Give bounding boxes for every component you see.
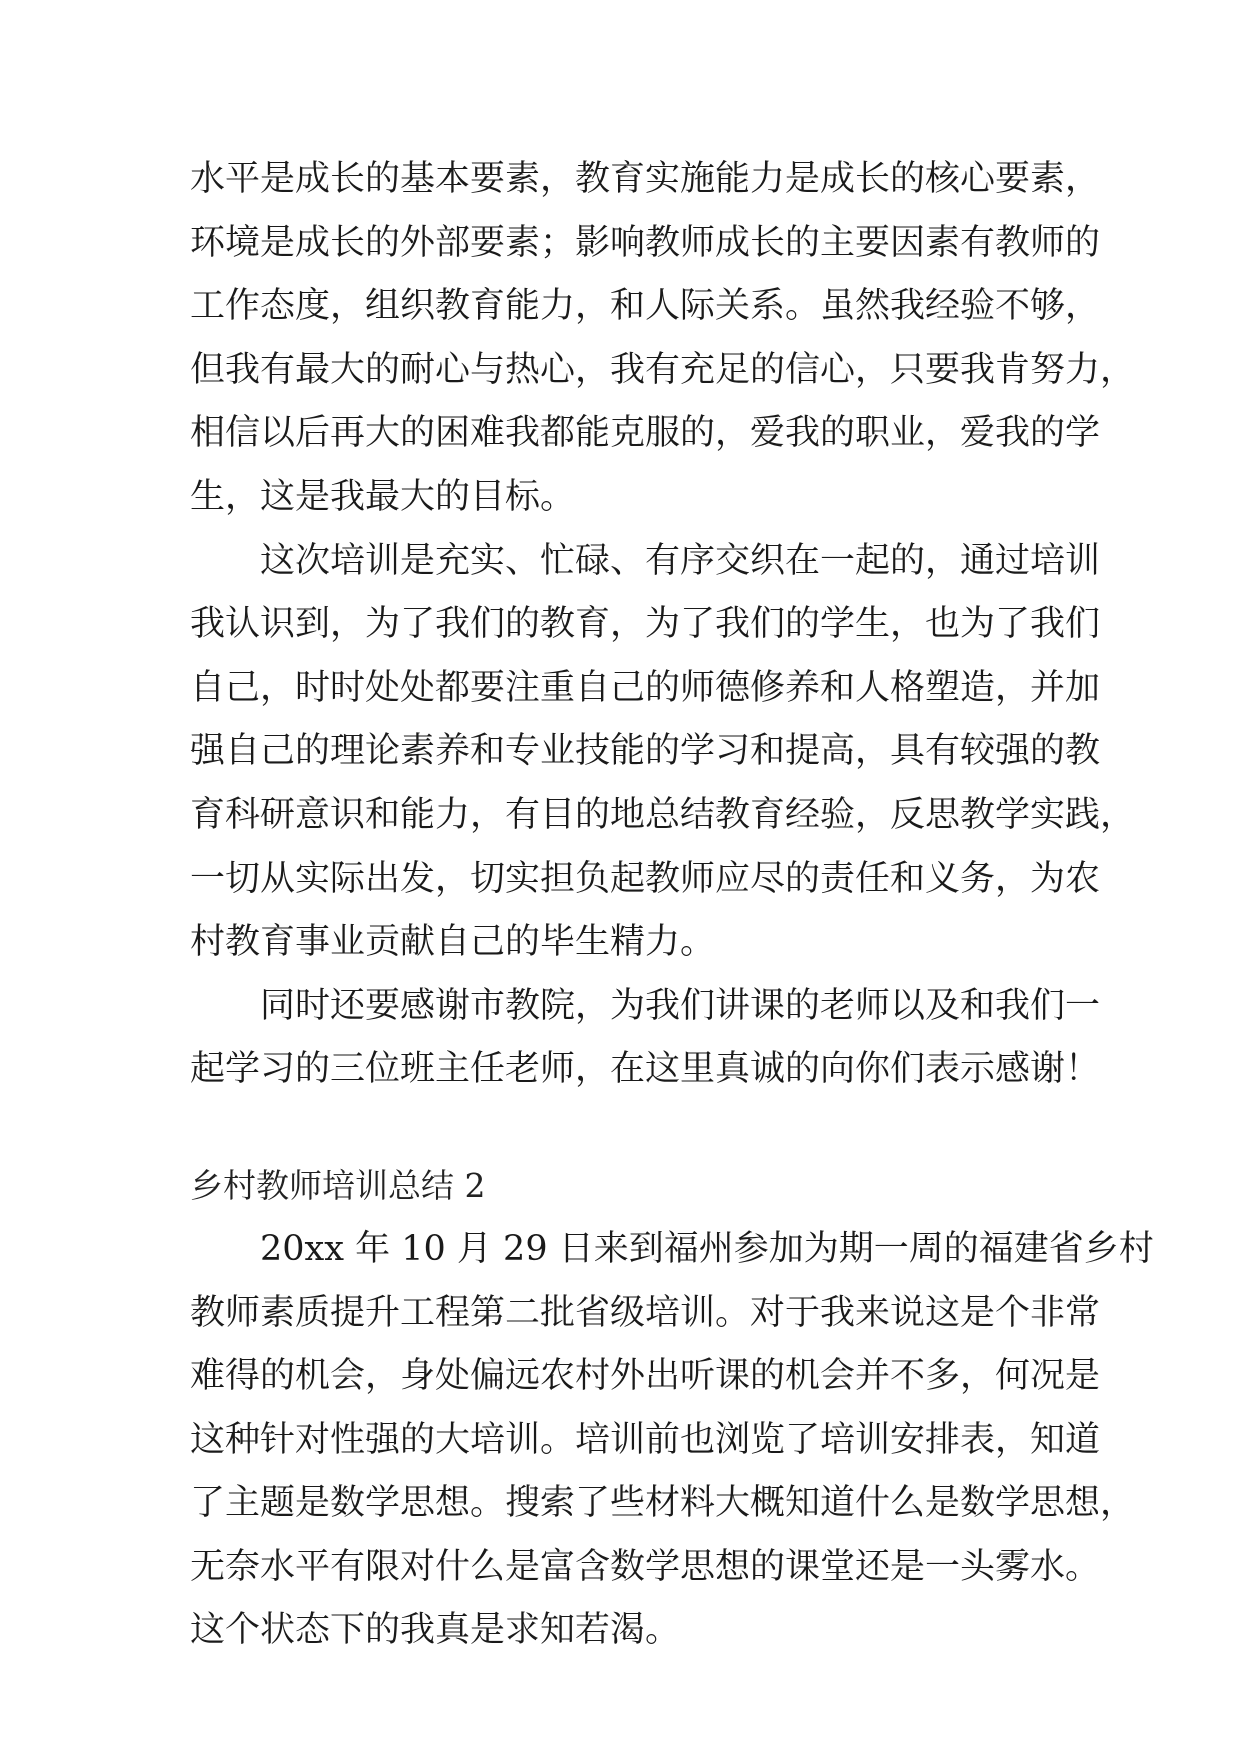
text-line: 难得的机会，身处偏远农村外出听课的机会并不多，何况是 (190, 1356, 1101, 1397)
text-line: 教师素质提升工程第二批省级培训。对于我来说这是个非常 (190, 1292, 1101, 1333)
text-line: 这个状态下的我真是求知若渴。 (190, 1610, 681, 1651)
text-line: 了主题是数学思想。搜索了些材料大概知道什么是数学思想， (190, 1483, 1136, 1524)
paragraph (190, 148, 1136, 530)
text-line: 环境是成长的外部要素；影响教师成长的主要因素有教师的 (190, 222, 1101, 263)
text-line: 20xx 年 10 月 29 日来到福州参加为期一周的福建省乡村 (260, 1228, 1154, 1269)
document-body (190, 148, 1154, 1663)
paragraph (190, 975, 1101, 1102)
text-line: 强自己的理论素养和专业技能的学习和提高，具有较强的教 (190, 731, 1101, 772)
text-line: 自己，时时处处都要注重自己的师德修养和人格塑造，并加 (190, 667, 1101, 708)
paragraph (190, 530, 1136, 975)
text-line: 但我有最大的耐心与热心，我有充足的信心，只要我肯努力， (190, 349, 1136, 390)
text-line: 这次培训是充实、忙碌、有序交织在一起的，通过培训 (260, 540, 1101, 581)
text-line: 相信以后再大的困难我都能克服的，爱我的职业，爱我的学 (190, 413, 1101, 454)
section-spacer (190, 1102, 1070, 1154)
text-line: 起学习的三位班主任老师，在这里真诚的向你们表示感谢！ (190, 1049, 1101, 1090)
text-line: 村教育事业贡献自己的毕生精力。 (190, 922, 716, 963)
paragraph (190, 1218, 1154, 1663)
text-line: 这种针对性强的大培训。培训前也浏览了培训安排表，知道 (190, 1419, 1101, 1460)
text-line: 我认识到，为了我们的教育，为了我们的学生，也为了我们 (190, 604, 1101, 645)
text-line: 育科研意识和能力，有目的地总结教育经验，反思教学实践， (190, 794, 1136, 835)
text-line: 同时还要感谢市教院，为我们讲课的老师以及和我们一 (260, 985, 1101, 1026)
text-line: 一切从实际出发，切实担负起教师应尽的责任和义务，为农 (190, 858, 1101, 899)
text-line: 水平是成长的基本要素，教育实施能力是成长的核心要素， (190, 159, 1101, 199)
text-line: 无奈水平有限对什么是富含数学思想的课堂还是一头雾水。 (190, 1546, 1101, 1587)
text-line: 工作态度，组织教育能力，和人际关系。虽然我经验不够， (190, 286, 1101, 327)
text-line: 生，这是我最大的目标。 (190, 476, 576, 517)
section-heading: 乡村教师培训总结 2 (190, 1165, 486, 1205)
